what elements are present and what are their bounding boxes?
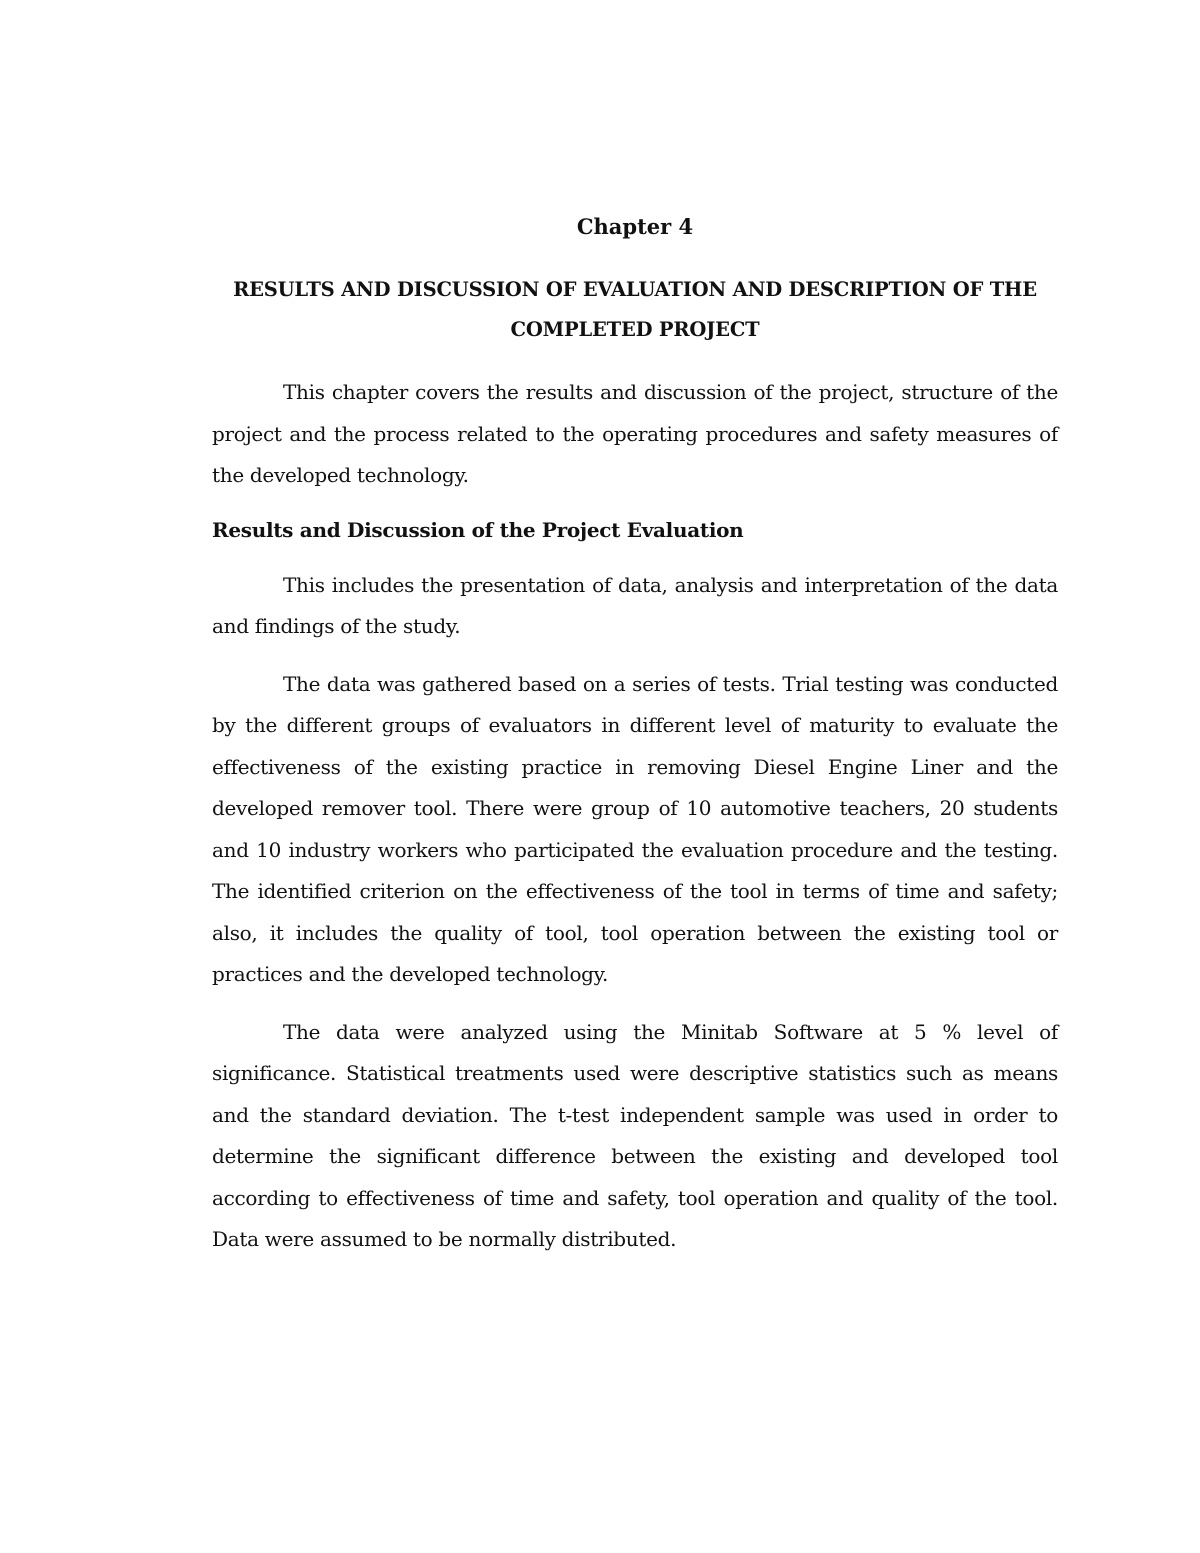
chapter-title: RESULTS AND DISCUSSION OF EVALUATION AND DESCRIPTION OF THE COMPLETED PROJECT [233,278,1037,341]
section-paragraph-1: This includes the presentation of data, analysis and interpretation of the data and findings of the study. [212,572,1058,638]
chapter-label: Chapter 4 [576,214,694,239]
document-page [212,210,1058,1277]
section-paragraph-2: The data was gathered based on a series of tests. Trial testing was conducted by the different groups of evaluators in different level of maturity to evaluate the effectiveness of the existing practice in removing Diesel Engine Liner and the developed remover tool. There were group of 10 automotive teachers, 20 students and 10 industry workers who participated the evaluation procedure and the testing. The identified criterion on the effectiveness of the tool in terms of time and safety; also, it includes the quality of tool, tool operation between the existing tool or practices and the developed technology. [212,671,1058,986]
section-heading: Results and Discussion of the Project Evaluation [212,517,744,542]
intro-paragraph: This chapter covers the results and discussion of the project, structure of the project and the process related to the operating procedures and safety measures of the developed technology. [212,380,1058,487]
section-paragraph-3: The data were analyzed using the Minitab Software at 5 % level of significance. Statistical treatments used were descriptive statistics such as means and the standard deviation. The t-test independent sample was used in order to determine the significant difference between the existing and developed tool according to effectiveness of time and safety, tool operation and quality of the tool. Data were assumed to be normally distributed. [212,1019,1058,1251]
